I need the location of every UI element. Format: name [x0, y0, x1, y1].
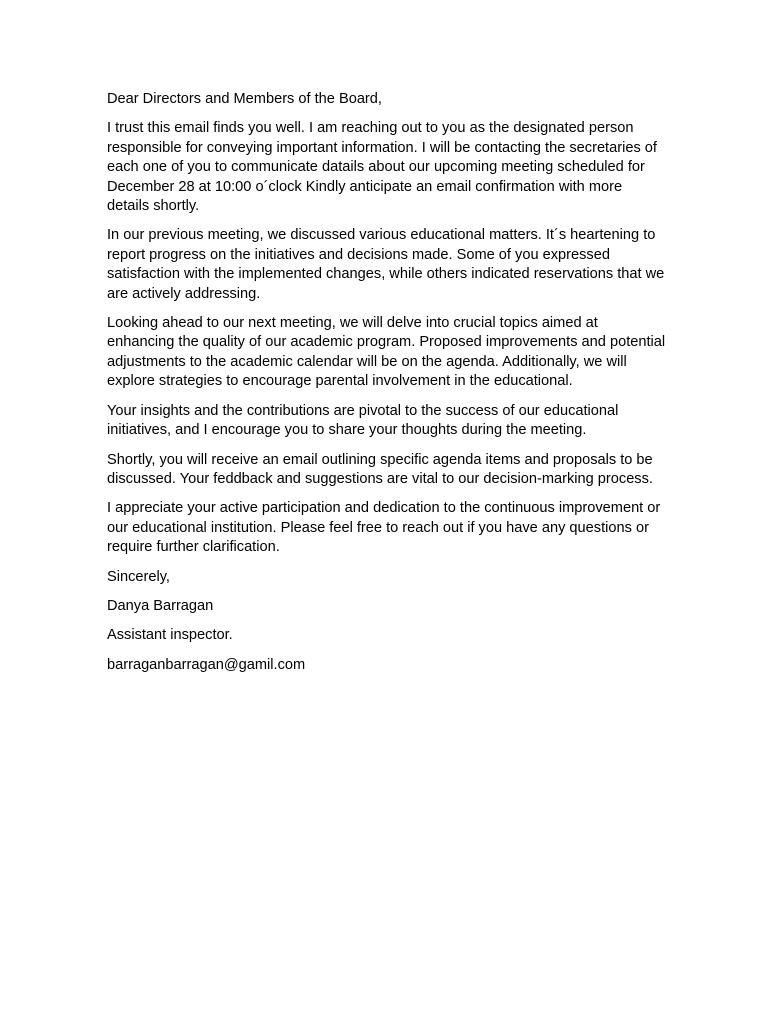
letter-greeting: Dear Directors and Members of the Board,	[107, 91, 382, 107]
letter-paragraph-agenda: Shortly, you will receive an email outlining specific agenda items and proposals to be discussed. Your feddback and suggestions are vital to our decision-marking process.	[107, 451, 653, 487]
letter-paragraph-next-meeting: Looking ahead to our next meeting, we will delve into crucial topics aimed at enhancing the quality of our academic program. Proposed improvements and potential adjustments to the academic calendar will be on the agenda. Additionally, we will explore strategies to encourage parental involvement in the educational.	[107, 315, 666, 390]
letter-paragraph-intro: I trust this email finds you well. I am reaching out to you as the designated person responsible for conveying important information. I will be contacting the secretaries of each one of you to communicate datails about our upcoming meeting scheduled for December 28 at 10:00 o´clock Kindly anticipate an email confirmation with more details shortly.	[107, 120, 657, 215]
signature-email: barraganbarragan@gamil.com	[107, 656, 306, 673]
letter-paragraph-insights: Your insights and the contributions are pivotal to the success of our educational initiatives, and I encourage you to share your thoughts during the meeting.	[107, 402, 619, 439]
letter-paragraph-appreciation: I appreciate your active participation and dedication to the continuous improvement or our educational institution. Please feel free to reach out if you have any questions or require further clarification.	[107, 500, 661, 556]
letter-closing: Sincerely,	[107, 568, 170, 585]
letter-body	[107, 90, 667, 685]
signature-title: Assistant inspector.	[107, 627, 233, 644]
letter-paragraph-previous-meeting: In our previous meeting, we discussed various educational matters. It´s heartening to report progress on the initiatives and decisions made. Some of you expressed satisfaction with the implemented changes, while others indicated reservations that we are actively addressing.	[107, 227, 665, 302]
signature-name: Danya Barragan	[107, 597, 214, 614]
